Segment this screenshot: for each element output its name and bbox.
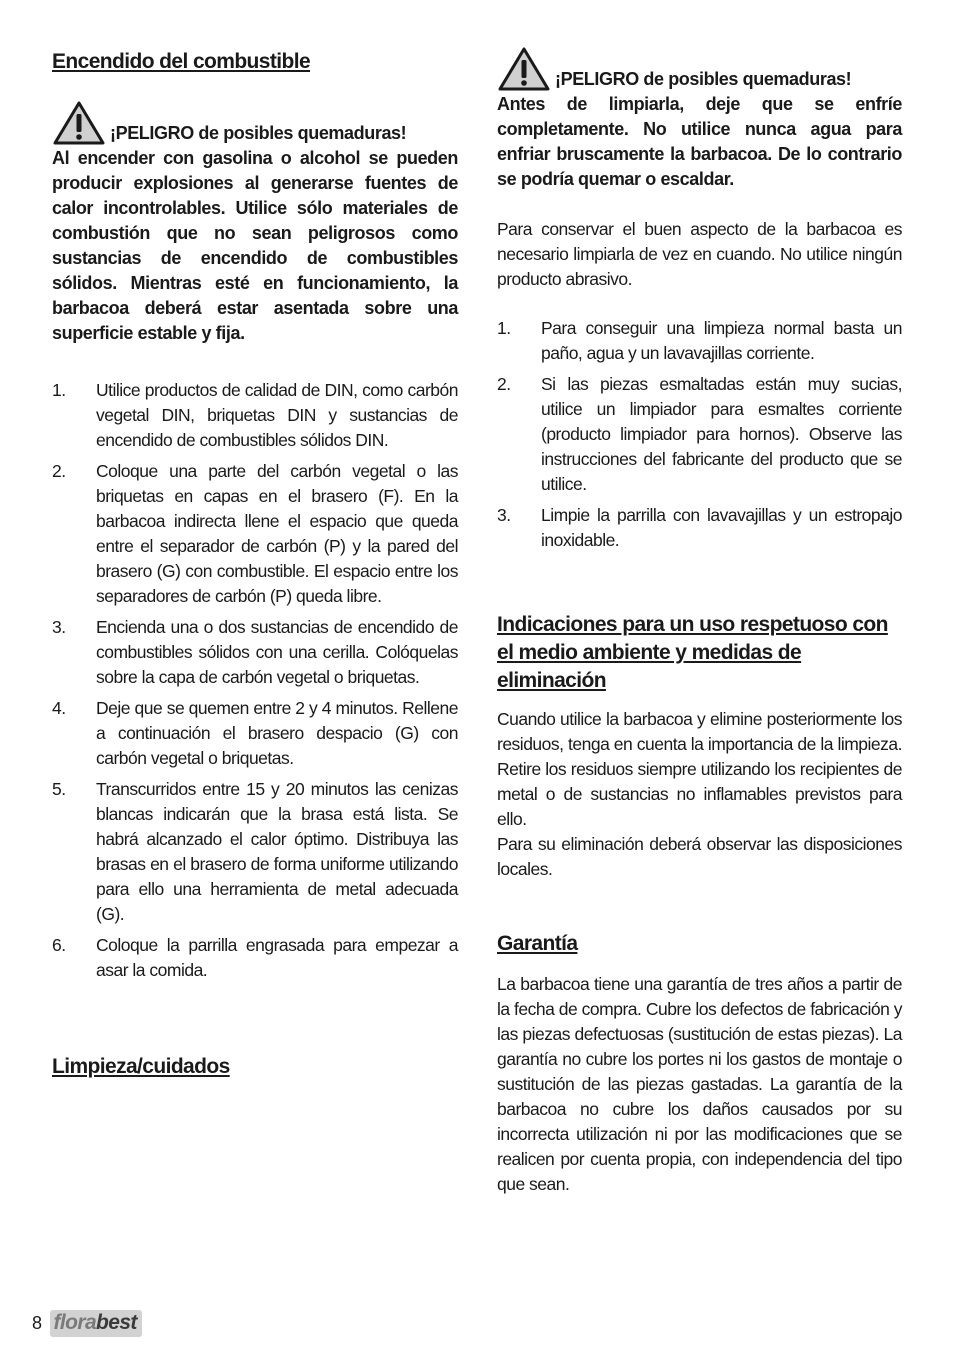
list-item: 6. Coloque la parrilla engrasada para empezar a asar la comida. [52,935,458,980]
list-item: 3. Limpie la parrilla con lavavajillas y un estropajo inoxidable. [497,505,902,550]
warranty-text: La barbacoa tiene una garantía de tres años a partir de la fecha de compra. Cubre los defectos de fabricación y las piezas defectuosas (sustitución de estas piezas). La garantía no cubre los portes ni los gastos de montaje o sustitución de las piezas gastadas. La garantía de la barbacoa no cubre los daños causados por su incorrecta utilización ni por las modificaciones que se realicen por cuenta propia, con independencia del tipo que sean. [497,974,902,1194]
list-item: 5. Transcurridos entre 15 y 20 minutos las cenizas blancas indicarán que la brasa está lista. Se habrá alcanzado el calor óptimo. Distribuya las brasas en el brasero de forma uniforme utilizando para ello una herramienta de metal adecuada (G). [52,779,458,924]
right-column [497,46,902,1197]
list-item: 3. Encienda una o dos sustancias de encendido de combustibles sólidos con una cerilla. Colóquelas sobre la capa de carbón vegetal o briquetas. [52,617,458,687]
list-item: 2. Si las piezas esmaltadas están muy sucias, utilice un limpiador para esmaltes corriente (producto limpiador para hornos). Observe las instrucciones del fabricante del producto que se utilice. [497,374,902,494]
page-footer [32,1310,142,1337]
warning-title [52,100,458,146]
section-heading-ignition: Encendido del combustible [52,50,311,73]
warning-text: Al encender con gasolina o alcohol se pueden producir explosiones al generarse fuentes de calor incontrolables. Utilice sólo materiales de combustión que no sean peligrosos como sustancias de encendido de combustibles sólidos. Mientras esté en funcionamiento, la barbacoa deberá estar asentada sobre una superficie estable y fija. [52,148,458,343]
list-item: 1. Para conseguir una limpieza normal basta un paño, agua y un lavavajillas corriente. [497,318,902,363]
ignition-steps-list [52,378,458,983]
list-item: 4. Deje que se quemen entre 2 y 4 minutos. Rellene a continuación el brasero despacio (G) con carbón vegetal o briquetas. [52,698,458,768]
warning-title-text: ¡PELIGRO de posibles quemaduras! [555,69,852,89]
warning-triangle-icon [52,100,106,146]
environment-text: Cuando utilice la barbacoa y elimine posteriormente los residuos, tenga en cuenta la importancia de la limpieza. Retire los residuos siempre utilizando los recipientes de metal o de sustancias no inflamables previstos para ello. [497,709,902,829]
florabest-logo: florabest [50,1310,142,1337]
section-heading-warranty: Garantía [497,932,578,955]
section-heading-cleaning: Limpieza/cuidados [52,1055,230,1078]
warning-title [497,46,902,92]
section-heading-environment: Indicaciones para un uso respetuoso con el medio ambiente y medidas de eliminación [497,613,888,692]
page-number: 8 [32,1313,42,1333]
cleaning-steps-list [497,316,902,553]
warning-text: Antes de limpiarla, deje que se enfríe completamente. No utilice nunca agua para enfriar bruscamente la barbacoa. De lo contrario se podría quemar o escaldar. [497,94,902,189]
list-item: 2. Coloque una parte del carbón vegetal o las briquetas en capas en el brasero (F). En la barbacoa indirecta llene el espacio que queda entre el separador de carbón (P) y la pared del brasero (G) con combustible. El espacio entre los separadores de carbón (P) queda libre. [52,461,458,606]
warning-triangle-icon [497,46,551,92]
left-column [52,48,458,1081]
cleaning-intro: Para conservar el buen aspecto de la barbacoa es necesario limpiarla de vez en cuando. No utilice ningún producto abrasivo. [497,219,902,289]
list-item: 1. Utilice productos de calidad de DIN, como carbón vegetal DIN, briquetas DIN y sustancias de encendido de combustibles sólidos DIN. [52,380,458,450]
environment-text-disposal: Para su eliminación deberá observar las disposiciones locales. [497,834,902,879]
warning-title-text: ¡PELIGRO de posibles quemaduras! [110,123,407,143]
